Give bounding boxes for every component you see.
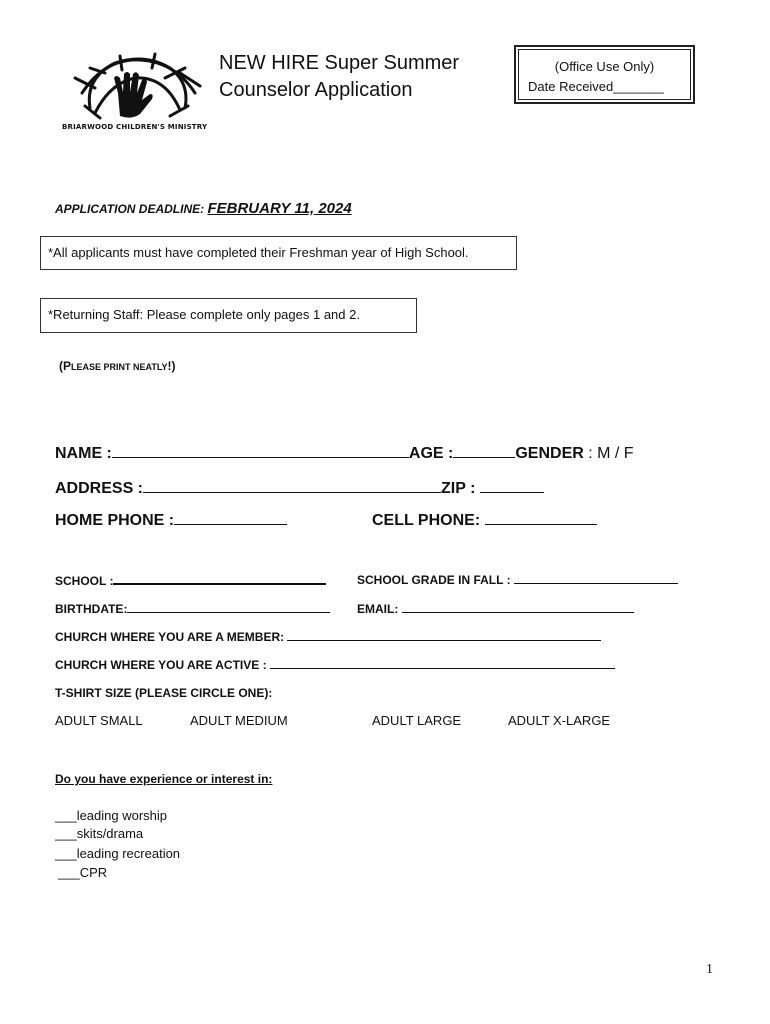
school-grade-field[interactable] [514,571,678,584]
tshirt-option-medium[interactable]: ADULT MEDIUM [190,713,288,728]
print-neatly-note [59,359,176,373]
experience-item-worship[interactable]: ___leading worship [55,808,168,823]
email-field[interactable] [402,600,634,613]
deadline-label: APPLICATION DEADLINE: [55,202,205,216]
zip-field[interactable] [480,478,544,493]
tshirt-option-small[interactable]: ADULT SMALL [55,713,143,728]
notice-freshman: *All applicants must have completed their Freshman year of High School. [40,236,517,270]
print-smallcaps: LEASE PRINT NEATLY [71,362,168,372]
church-member-label: CHURCH WHERE YOU ARE A MEMBER: [55,630,285,644]
email-label: EMAIL: [357,602,399,616]
address-label: ADDRESS : [55,480,144,497]
zip-label: ZIP : [441,480,476,497]
name-label: NAME : [55,445,112,462]
address-field[interactable] [143,478,441,493]
school-grade-row [357,571,678,587]
tshirt-label: T-SHIRT SIZE (PLEASE CIRCLE ONE): [55,686,273,700]
age-label: AGE : [408,445,454,462]
cell-phone-field[interactable] [485,510,597,525]
logo-caption: BRIARWOOD CHILDREN'S MINISTRY [62,123,208,131]
birthdate-row [55,600,330,616]
gender-options[interactable]: : M / F [583,445,634,462]
experience-item-recreation[interactable]: ___leading recreation [55,846,181,861]
title-line-1: NEW HIRE Super Summer [219,52,460,74]
experience-item-cpr[interactable]: ___CPR [58,865,108,880]
print-open: (P [59,359,71,373]
experience-item-drama[interactable]: ___skits/drama [55,826,144,841]
date-received-label: Date Received_______ [528,79,664,94]
church-active-row [55,656,615,672]
name-field[interactable] [112,443,409,458]
experience-heading: Do you have experience or interest in: [55,772,273,786]
print-close: !) [167,359,176,373]
cell-phone-label: CELL PHONE: [372,512,481,529]
birthdate-field[interactable] [127,600,330,613]
tshirt-option-large[interactable]: ADULT LARGE [372,713,462,728]
church-active-field[interactable] [270,656,615,669]
school-field[interactable] [113,571,326,585]
school-row [55,571,326,588]
church-member-field[interactable] [287,628,601,641]
office-use-box [514,45,695,104]
home-phone-field[interactable] [174,510,287,525]
age-field[interactable] [453,443,515,458]
gender-label: GENDER [515,445,584,462]
deadline-date: FEBRUARY 11, 2024 [207,200,352,217]
email-row [357,600,634,616]
page-number: 1 [706,962,713,977]
address-row [55,478,544,498]
form-title [219,50,459,104]
tshirt-option-xlarge[interactable]: ADULT X-LARGE [508,713,611,728]
application-deadline [55,200,352,217]
church-active-label: CHURCH WHERE YOU ARE ACTIVE : [55,658,267,672]
school-label: SCHOOL : [55,574,114,588]
office-use-label: (Office Use Only) [554,59,655,74]
notice-returning-staff: *Returning Staff: Please complete only pages 1 and 2. [40,298,417,333]
name-row [55,443,634,463]
birthdate-label: BIRTHDATE: [55,602,128,616]
home-phone-label: HOME PHONE : [55,512,175,529]
church-member-row [55,628,601,644]
title-line-2: Counselor Application [219,79,413,101]
cell-phone-row [372,510,597,530]
home-phone-row [55,510,287,530]
school-grade-label: SCHOOL GRADE IN FALL : [357,573,511,587]
